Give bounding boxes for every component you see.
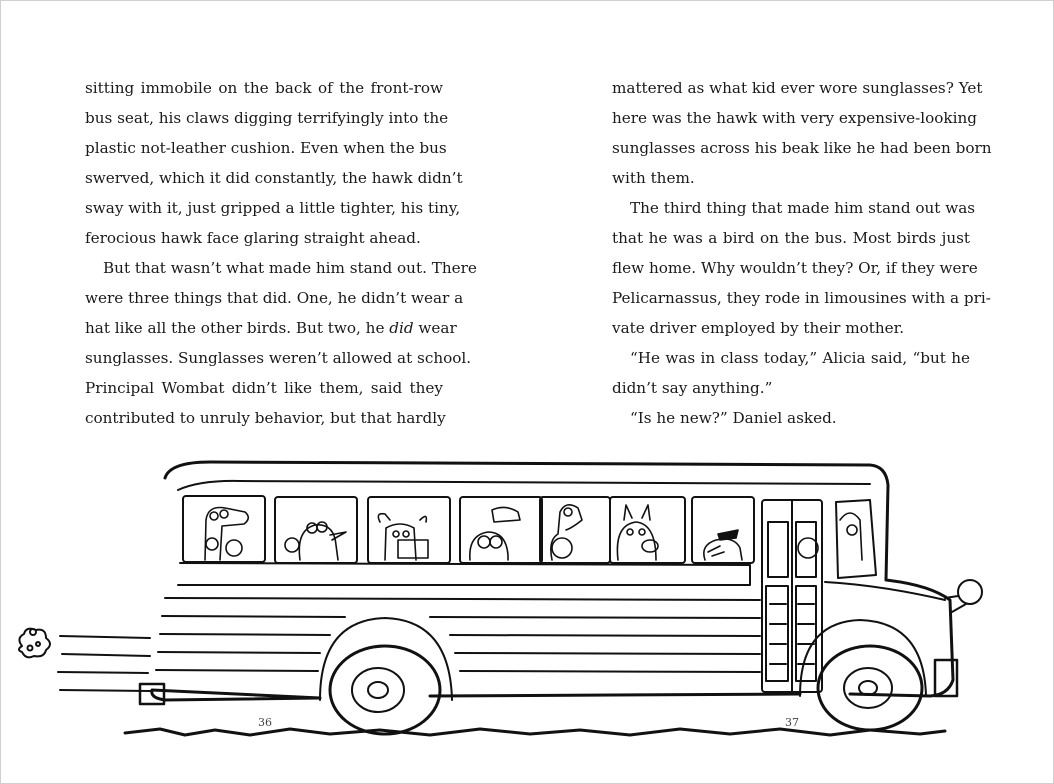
text-line: “He was in class today,” Alicia said, “but he	[630, 349, 970, 367]
passengers-icon	[205, 505, 862, 560]
ground-shadow-icon	[125, 729, 945, 735]
bus-door-icon	[762, 500, 822, 692]
school-bus-icon	[0, 450, 1054, 784]
bus-windows-icon	[183, 496, 754, 563]
text-line: sunglasses. Sunglasses weren’t allowed at school.	[85, 349, 472, 367]
text-line: that he was a bird on the bus. Most birds just	[612, 229, 970, 247]
text-fragment: wear	[413, 319, 457, 337]
text-line: were three things that did. One, he didn’t wear a	[85, 289, 464, 307]
text-line: didn’t say anything.”	[612, 379, 773, 397]
text-line: ferocious hawk face glaring straight ahead.	[85, 229, 421, 247]
left-page-text	[85, 73, 477, 433]
text-line: plastic not-leather cushion. Even when the bus	[85, 139, 447, 157]
text-line: here was the hawk with very expensive-looking	[612, 109, 977, 127]
text-line: mattered as what kid ever wore sunglasses? Yet	[612, 79, 983, 97]
page-number-left: 36	[258, 716, 272, 729]
rear-wheel-icon	[320, 618, 452, 734]
text-line: swerved, which it did constantly, the hawk didn’t	[85, 169, 463, 187]
speed-lines-icon	[58, 636, 150, 691]
text-line: flew home. Why wouldn’t they? Or, if they were	[612, 259, 978, 277]
exhaust-puff-icon	[19, 629, 50, 658]
text-line: bus seat, his claws digging terrifyingly into the	[85, 109, 449, 127]
page-number-right: 37	[785, 716, 799, 729]
text-line: Principal Wombat didn’t like them, said they	[85, 379, 443, 397]
text-line: contributed to unruly behavior, but that hardly	[85, 409, 446, 427]
text-line: vate driver employed by their mother.	[612, 319, 905, 337]
text-line: Pelicarnassus, they rode in limousines with a pri-	[612, 289, 991, 307]
text-line: sunglasses across his beak like he had been born	[612, 139, 992, 157]
text-line: sitting immobile on the back of the front-row	[85, 79, 443, 97]
right-page-text	[612, 73, 992, 433]
text-line: sway with it, just gripped a little tighter, his tiny,	[85, 199, 461, 217]
text-line: The third thing that made him stand out was	[630, 199, 976, 217]
emphasis-text: did	[389, 319, 414, 337]
text-line: with them.	[612, 169, 695, 187]
text-line	[85, 313, 457, 343]
front-wheel-icon	[800, 620, 926, 730]
text-line: But that wasn’t what made him stand out. There	[103, 259, 477, 277]
text-line: “Is he new?” Daniel asked.	[630, 409, 837, 427]
text-fragment: hat like all the other birds. But two, he	[85, 319, 390, 337]
